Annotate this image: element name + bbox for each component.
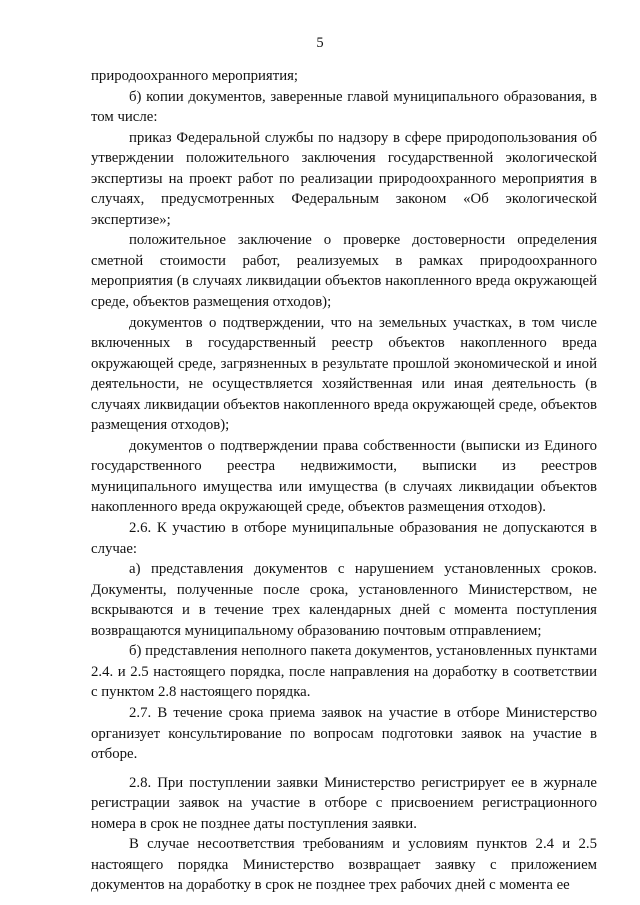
paragraph-5: документов о подтверждении, что на земельных участках, в том числе включенных в государственный реестр объектов накопленного вреда окружающей среде, загрязненных в результате прошлой экономической и иной деятельности, не осуществляется хозяйственная или иная деятельность (в случаях ликвидации объектов накопленного вреда окружающей среде, объектов размещения отходов); <box>91 314 597 434</box>
paragraph-11: 2.8. При поступлении заявки Министерство регистрирует ее в журнале регистрации заявок на участие в отборе с присвоением регистрационного номера в срок не позднее даты поступления заявки. <box>91 774 597 832</box>
paragraph-8: а) представления документов с нарушением установленных сроков. Документы, полученные после срока, установленного Министерством, не вскрываются и в течение трех календарных дней с момента поступления возвращаются муниципальному образованию почтовым отправлением; <box>91 561 597 639</box>
page-number: 5 <box>316 35 324 51</box>
paragraph-4: положительное заключение о проверке достоверности определения сметной стоимости работ, реализуемых в рамках природоохранного мероприятия (в случаях ликвидации объектов накопленного вреда окружающей среде, объектов размещения отходов); <box>91 232 597 311</box>
paragraph-6: документов о подтверждении права собственности (выписки из Единого государственного реестра недвижимости, выписки из реестров муниципального имущества или имущества (в случаях ликвидации объектов накопленного вреда окружающей среде, объектов размещения отходов). <box>91 437 597 516</box>
paragraph-12: В случае несоответствия требованиям и условиям пунктов 2.4 и 2.5 настоящего порядка Министерство возвращает заявку с приложением документов на доработку в срок не позднее трех рабочих дней с момента ее <box>91 836 597 894</box>
paragraph-3: приказ Федеральной службы по надзору в сфере природопользования об утверждении положительного заключения государственной экологической экспертизы на проект работ по реализации природоохранного мероприятия в случаях, предусмотренных Федеральным законом «Об экологической экспертизе»; <box>91 129 597 228</box>
paragraph-1: природоохранного мероприятия; <box>91 68 299 84</box>
paragraph-2: б) копии документов, заверенные главой муниципального образования, в том числе: <box>91 88 597 126</box>
document-body <box>91 66 597 896</box>
paragraph-7: 2.6. К участию в отборе муниципальные образования не допускаются в случае: <box>91 520 597 557</box>
paragraph-10: 2.7. В течение срока приема заявок на участие в отборе Министерство организует консультирование по вопросам подготовки заявок на участие в отборе. <box>91 704 597 763</box>
paragraph-9: б) представления неполного пакета документов, установленных пунктами 2.4. и 2.5 настоящего порядка, после направления на доработку в соответствии с пунктом 2.8 настоящего порядка. <box>91 643 597 701</box>
